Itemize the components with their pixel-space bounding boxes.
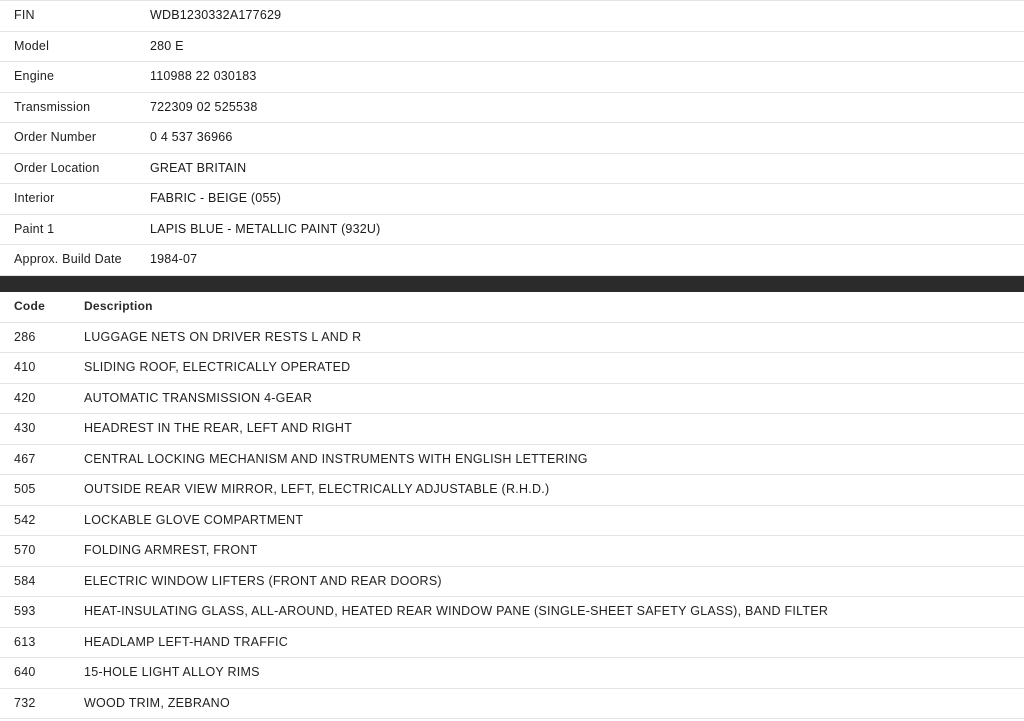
code-value: 430 <box>0 414 70 445</box>
code-description: CENTRAL LOCKING MECHANISM AND INSTRUMENTS WITH ENGLISH LETTERING <box>70 444 1024 475</box>
code-value: 505 <box>0 475 70 506</box>
code-value: 732 <box>0 688 70 719</box>
table-row <box>0 688 1024 719</box>
code-description: HEADLAMP LEFT-HAND TRAFFIC <box>70 627 1024 658</box>
spec-label: FIN <box>0 1 147 32</box>
table-row <box>0 475 1024 506</box>
code-value: 542 <box>0 505 70 536</box>
code-value: 613 <box>0 627 70 658</box>
table-row <box>0 31 1024 62</box>
column-header-description: Description <box>70 292 1024 323</box>
code-description: AUTOMATIC TRANSMISSION 4-GEAR <box>70 383 1024 414</box>
table-header-row <box>0 292 1024 323</box>
vehicle-spec-table <box>0 0 1024 276</box>
option-codes-table <box>0 292 1024 720</box>
option-codes-header <box>0 292 1024 323</box>
spec-value: 722309 02 525538 <box>147 92 1024 123</box>
table-row <box>0 505 1024 536</box>
spec-label: Transmission <box>0 92 147 123</box>
code-description: WOOD TRIM, ZEBRANO <box>70 688 1024 719</box>
code-description: HEADREST IN THE REAR, LEFT AND RIGHT <box>70 414 1024 445</box>
spec-value: WDB1230332A177629 <box>147 1 1024 32</box>
table-row <box>0 92 1024 123</box>
spec-value: FABRIC - BEIGE (055) <box>147 184 1024 215</box>
code-value: 570 <box>0 536 70 567</box>
table-row <box>0 62 1024 93</box>
vehicle-spec-body <box>0 1 1024 276</box>
option-codes-body <box>0 322 1024 719</box>
spec-label: Order Number <box>0 123 147 154</box>
spec-value: 110988 22 030183 <box>147 62 1024 93</box>
code-description: 15-HOLE LIGHT ALLOY RIMS <box>70 658 1024 689</box>
code-description: ELECTRIC WINDOW LIFTERS (FRONT AND REAR DOORS) <box>70 566 1024 597</box>
table-row <box>0 536 1024 567</box>
code-value: 420 <box>0 383 70 414</box>
table-row <box>0 123 1024 154</box>
code-description: FOLDING ARMREST, FRONT <box>70 536 1024 567</box>
table-row <box>0 153 1024 184</box>
table-row <box>0 214 1024 245</box>
spec-label: Engine <box>0 62 147 93</box>
table-row <box>0 566 1024 597</box>
spec-value: 1984-07 <box>147 245 1024 276</box>
spec-label: Order Location <box>0 153 147 184</box>
table-row <box>0 597 1024 628</box>
spec-label: Approx. Build Date <box>0 245 147 276</box>
code-description: OUTSIDE REAR VIEW MIRROR, LEFT, ELECTRICALLY ADJUSTABLE (R.H.D.) <box>70 475 1024 506</box>
spec-value: GREAT BRITAIN <box>147 153 1024 184</box>
table-row <box>0 627 1024 658</box>
table-row <box>0 414 1024 445</box>
code-value: 584 <box>0 566 70 597</box>
column-header-code: Code <box>0 292 70 323</box>
table-row <box>0 444 1024 475</box>
spec-value: LAPIS BLUE - METALLIC PAINT (932U) <box>147 214 1024 245</box>
code-value: 640 <box>0 658 70 689</box>
code-value: 286 <box>0 322 70 353</box>
table-row <box>0 353 1024 384</box>
table-row <box>0 658 1024 689</box>
code-description: HEAT-INSULATING GLASS, ALL-AROUND, HEATED REAR WINDOW PANE (SINGLE-SHEET SAFETY GLASS), BAND FILTER <box>70 597 1024 628</box>
code-description: LOCKABLE GLOVE COMPARTMENT <box>70 505 1024 536</box>
spec-label: Paint 1 <box>0 214 147 245</box>
code-description: SLIDING ROOF, ELECTRICALLY OPERATED <box>70 353 1024 384</box>
table-row <box>0 1 1024 32</box>
spec-label: Model <box>0 31 147 62</box>
section-divider <box>0 276 1024 292</box>
spec-value: 280 E <box>147 31 1024 62</box>
table-row <box>0 184 1024 215</box>
code-value: 467 <box>0 444 70 475</box>
code-value: 593 <box>0 597 70 628</box>
code-description: LUGGAGE NETS ON DRIVER RESTS L AND R <box>70 322 1024 353</box>
spec-label: Interior <box>0 184 147 215</box>
table-row <box>0 322 1024 353</box>
table-row <box>0 245 1024 276</box>
code-value: 410 <box>0 353 70 384</box>
spec-value: 0 4 537 36966 <box>147 123 1024 154</box>
table-row <box>0 383 1024 414</box>
